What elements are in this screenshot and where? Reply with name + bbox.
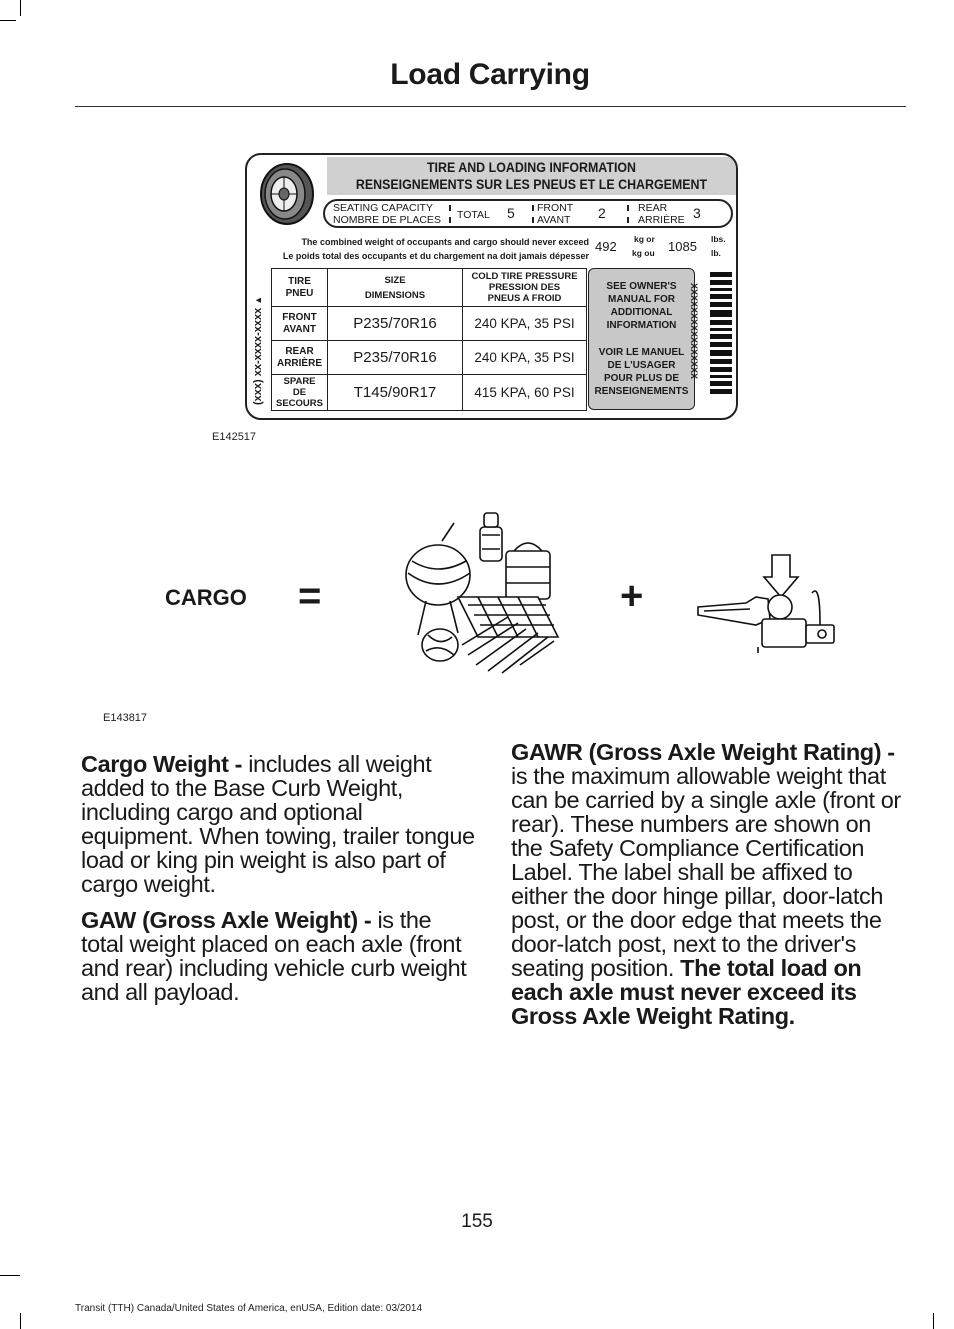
gaw-paragraph: GAW (Gross Axle Weight) - is the total weight placed on each axle (front and rear) including vehicle curb weight and all payload.	[81, 907, 467, 1005]
gawr-term: GAWR (Gross Axle Weight Rating) -	[511, 739, 895, 765]
kg-unit-en: kg or	[634, 234, 655, 244]
title-rule	[75, 106, 906, 107]
total-label: TOTAL	[457, 209, 490, 221]
left-column	[81, 752, 476, 1016]
crop-mark	[0, 20, 16, 21]
cargo-weight-term: Cargo Weight -	[81, 751, 243, 777]
tire-loading-placard	[245, 153, 738, 420]
barcode-icon	[710, 272, 732, 400]
placard-vertical-code: (xxx) xx-xxxx-xxxx ▲	[252, 295, 264, 405]
edition-footer: Transit (TTH) Canada/United States of America, enUSA, Edition date: 03/2014	[75, 1303, 423, 1314]
seating-capacity-row	[323, 199, 733, 228]
seating-label-en: SEATING CAPACITY	[333, 202, 433, 214]
crop-mark	[0, 1275, 20, 1276]
page-title: Load Carrying	[390, 58, 590, 91]
right-column	[511, 740, 906, 1040]
col-size: SIZE DIMENSIONS	[328, 269, 463, 307]
barcode-text: XXXXXXXXXXXXXXXX	[689, 283, 699, 380]
col-tire: TIRE PNEU	[272, 269, 328, 307]
lbs-unit-fr: lb.	[711, 248, 721, 258]
col-pressure: COLD TIRE PRESSURE PRESSION DES PNEUS A FROID	[463, 269, 587, 307]
figure-code-placard: E142517	[212, 431, 257, 443]
table-row: FRONT AVANT P235/70R16 240 KPA, 35 PSI	[272, 307, 587, 341]
crop-mark	[933, 1313, 934, 1329]
equals-sign: =	[298, 574, 322, 618]
front-label-en: FRONT	[537, 202, 574, 214]
combined-weight-en: The combined weight of occupants and cargo should never exceed	[301, 237, 589, 247]
gaw-term: GAW (Gross Axle Weight) -	[81, 907, 372, 933]
front-label-fr: AVANT	[537, 214, 571, 226]
table-row: SPARE DE SECOURS T145/90R17 415 KPA, 60 PSI	[272, 375, 587, 411]
rear-label-en: REAR	[638, 202, 668, 214]
cargo-weight-paragraph: Cargo Weight - includes all weight added to the Base Curb Weight, including cargo and optional equipment. When towing, trailer tongue load or king pin weight is also part of cargo weight.	[81, 751, 475, 897]
cargo-label: CARGO	[165, 585, 247, 610]
hitch-tongue-load-icon	[694, 553, 838, 657]
kg-value: 492	[595, 239, 617, 254]
combined-weight-fr: Le poids total des occupants et du chargement na doit jamais dépesser	[282, 251, 589, 261]
placard-title-en: TIRE AND LOADING INFORMATION	[426, 160, 637, 175]
owner-manual-note: SEE OWNER'S MANUAL FOR ADDITIONAL INFORMATION VOIR LE MANUEL DE L'USAGER POUR PLUS DE RENSEIGNEMENTS	[588, 268, 695, 410]
crop-mark	[20, 1313, 21, 1329]
combined-weight-note	[277, 235, 589, 263]
cargo-items-icon	[398, 505, 563, 677]
lbs-value: 1085	[668, 239, 697, 254]
tire-icon	[255, 161, 315, 227]
rear-label-fr: ARRIÈRE	[638, 214, 685, 226]
table-row: REAR ARRIÈRE P235/70R16 240 KPA, 35 PSI	[272, 341, 587, 375]
gawr-paragraph: GAWR (Gross Axle Weight Rating) - is the maximum allowable weight that can be carried by a single axle (front or rear). These numbers are shown on the Safety Compliance Certification Label. The label shall be affixed to either the door hinge pillar, door-latch post, or the door edge that meets the door-latch post, next to the driver's seating position. The total load on each axle must never exceed its Gross Axle Weight Rating.	[511, 739, 901, 1029]
kg-unit-fr: kg ou	[632, 248, 655, 258]
rear-value: 3	[693, 205, 701, 221]
plus-sign: +	[620, 574, 644, 618]
tire-size-table	[271, 268, 587, 411]
lbs-unit-en: lbs.	[711, 234, 726, 244]
placard-title-fr: RENSEIGNEMENTS SUR LES PNEUS ET LE CHARGEMENT	[355, 177, 708, 192]
placard-header	[327, 157, 736, 195]
figure-code-cargo: E143817	[103, 712, 148, 724]
front-value: 2	[598, 205, 606, 221]
page-number: 155	[461, 1211, 493, 1232]
crop-mark	[20, 0, 21, 16]
seating-label-fr: NOMBRE DE PLACES	[333, 214, 441, 226]
gawr-warning: The total load on each axle must never exceed its Gross Axle Weight Rating.	[511, 955, 862, 1029]
total-value: 5	[507, 205, 515, 221]
